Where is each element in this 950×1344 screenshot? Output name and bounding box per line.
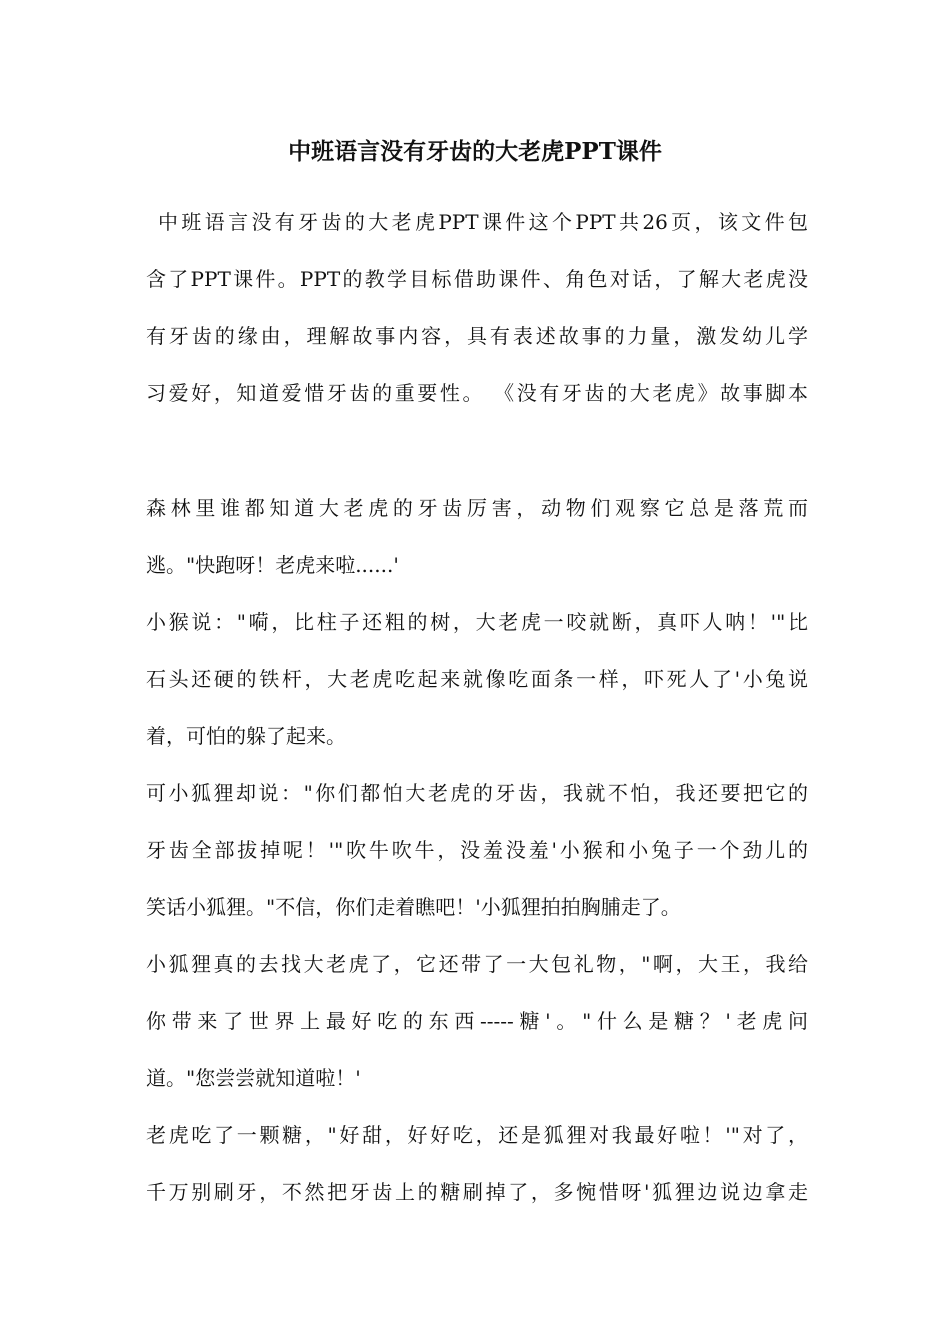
paragraph-line: 笑话小狐狸。"不信，你们走着瞧吧！'小狐狸拍拍胸脯走了。 <box>146 895 681 919</box>
paragraph-line: 道。"您尝尝就知道啦！' <box>146 1066 361 1090</box>
paragraph-line: 习爱好，知道爱惜牙齿的重要性。 《没有牙齿的大老虎》故事脚本 <box>146 381 808 405</box>
paragraph-line: 老虎吃了一颗糖，"好甜，好好吃，还是狐狸对我最好啦！'"对了， <box>146 1123 808 1147</box>
paragraph-line: 逃。"快跑呀！老虎来啦......' <box>146 553 399 577</box>
paragraph-line: 你带来了世界上最好吃的东西-----糖'。"什么是糖？'老虎问 <box>146 1009 808 1033</box>
paragraph-line: 可小狐狸却说："你们都怕大老虎的牙齿，我就不怕，我还要把它的 <box>146 781 808 805</box>
document-title: 中班语言没有牙齿的大老虎PPT课件 <box>288 138 662 165</box>
paragraph-line: 着，可怕的躲了起来。 <box>146 724 346 748</box>
paragraph-line: 有牙齿的缘由，理解故事内容，具有表述故事的力量，激发幼儿学 <box>146 324 808 348</box>
paragraph-line: 石头还硬的铁杆，大老虎吃起来就像吃面条一样，吓死人了'小兔说 <box>146 667 808 691</box>
paragraph-line: 中班语言没有牙齿的大老虎PPT课件这个PPT共26页，该文件包 <box>158 210 808 234</box>
paragraph-line: 小狐狸真的去找大老虎了，它还带了一大包礼物，"啊，大王，我给 <box>146 952 808 976</box>
paragraph-line: 森林里谁都知道大老虎的牙齿厉害，动物们观察它总是落荒而 <box>146 496 808 520</box>
paragraph-line: 含了PPT课件。PPT的教学目标借助课件、角色对话，了解大老虎没 <box>146 267 808 291</box>
paragraph-line: 千万别刷牙，不然把牙齿上的糖刷掉了，多惋惜呀'狐狸边说边拿走 <box>146 1180 808 1204</box>
paragraph-line: 牙齿全部拔掉呢！'"吹牛吹牛，没羞没羞'小猴和小兔子一个劲儿的 <box>146 838 808 862</box>
paragraph-line: 小猴说："嗬，比柱子还粗的树，大老虎一咬就断，真吓人呐！'"比 <box>146 610 808 634</box>
